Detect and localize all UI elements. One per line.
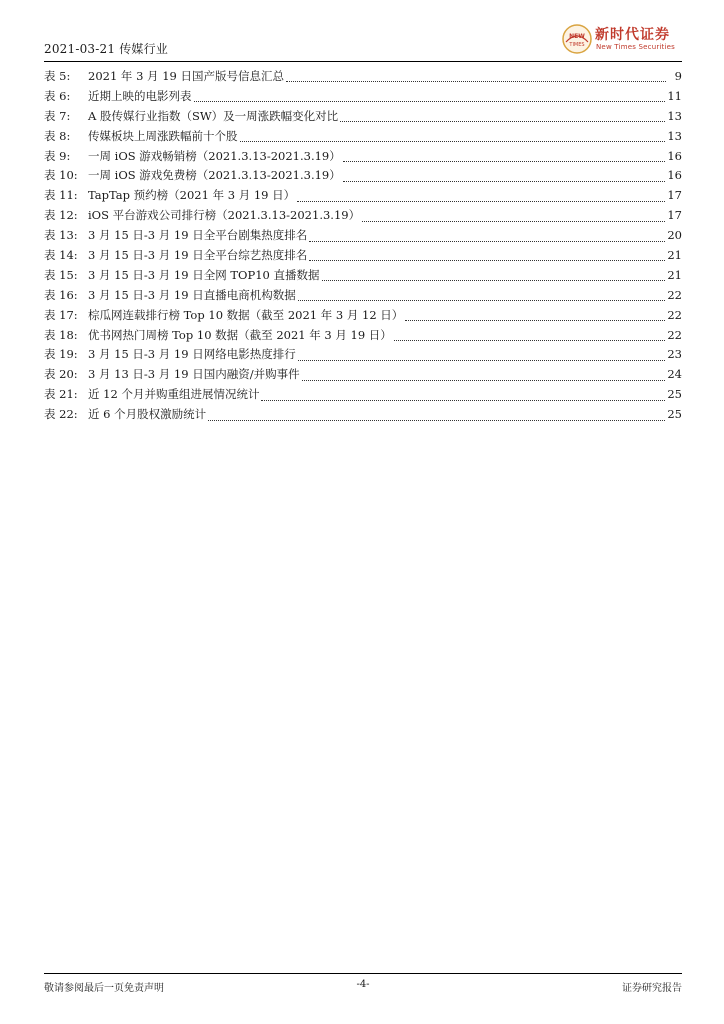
- toc-entry-number: 表 12:: [44, 208, 78, 223]
- toc-entry-page[interactable]: 21: [667, 267, 682, 282]
- toc-entry-number: 表 14:: [44, 248, 78, 263]
- toc-dot-leader: [309, 233, 665, 242]
- toc-entry-page[interactable]: 16: [667, 148, 682, 163]
- toc-entry-page[interactable]: 13: [667, 108, 682, 123]
- toc-entry[interactable]: [44, 108, 682, 128]
- toc-entry[interactable]: [44, 346, 682, 366]
- toc-entry[interactable]: [44, 68, 682, 88]
- toc-entry-title[interactable]: 近 12 个月并购重组进展情况统计: [88, 387, 260, 402]
- page-number: -4-: [356, 979, 370, 990]
- page-header: [44, 22, 682, 62]
- page-footer: [44, 973, 682, 1003]
- toc-dot-leader: [394, 332, 666, 341]
- toc-entry-number: 表 22:: [44, 407, 78, 422]
- toc-dot-leader: [240, 133, 666, 142]
- toc-entry[interactable]: [44, 167, 682, 187]
- toc-entry-page[interactable]: 20: [667, 228, 682, 243]
- toc-entry-number: 表 16:: [44, 287, 78, 302]
- toc-dot-leader: [362, 213, 665, 222]
- toc-entry[interactable]: [44, 247, 682, 267]
- toc-dot-leader: [343, 153, 666, 162]
- toc-entry-number: 表 6:: [44, 88, 71, 103]
- toc-dot-leader: [297, 193, 665, 202]
- toc-entry-page[interactable]: 13: [667, 128, 682, 143]
- toc-dot-leader: [286, 73, 666, 82]
- toc-entry[interactable]: [44, 327, 682, 347]
- toc-entry-page[interactable]: 21: [667, 248, 682, 263]
- toc-entry[interactable]: [44, 148, 682, 168]
- toc-entry-title[interactable]: 3 月 15 日-3 月 19 日全网 TOP10 直播数据: [88, 267, 320, 282]
- toc-entry-page[interactable]: 9: [674, 69, 682, 83]
- toc-entry[interactable]: [44, 88, 682, 108]
- footer-divider: [44, 973, 682, 974]
- company-logo: [562, 22, 682, 56]
- footer-disclaimer-note: 敬请参阅最后一页免责声明: [44, 983, 164, 994]
- logo-english-name: New Times Securities: [596, 43, 675, 51]
- toc-entry[interactable]: [44, 207, 682, 227]
- toc-entry-number: 表 17:: [44, 307, 78, 322]
- toc-entry-title[interactable]: 棕瓜网连载排行榜 Top 10 数据（截至 2021 年 3 月 12 日）: [88, 307, 404, 322]
- toc-entry-page[interactable]: 25: [667, 407, 682, 422]
- toc-entry-number: 表 13:: [44, 228, 78, 243]
- toc-entry-title[interactable]: 2021 年 3 月 19 日国产版号信息汇总: [88, 69, 284, 83]
- header-date-industry: 2021-03-21 传媒行业: [44, 42, 169, 56]
- toc-entry-title[interactable]: A 股传媒行业指数（SW）及一周涨跌幅变化对比: [88, 108, 339, 123]
- toc-entry-title[interactable]: 3 月 15 日-3 月 19 日全平台剧集热度排名: [88, 228, 308, 243]
- toc-entry-number: 表 11:: [44, 188, 78, 203]
- logo-chinese-name: 新时代证券: [595, 27, 670, 43]
- toc-entry-page[interactable]: 17: [667, 188, 682, 203]
- toc-entry-page[interactable]: 11: [667, 88, 682, 103]
- toc-entry-title[interactable]: 一周 iOS 游戏免费榜（2021.3.13-2021.3.19）: [88, 168, 341, 183]
- toc-entry-page[interactable]: 17: [667, 208, 682, 223]
- toc-entry-number: 表 9:: [44, 148, 71, 163]
- toc-entry[interactable]: [44, 267, 682, 287]
- toc-dot-leader: [194, 93, 666, 102]
- toc-dot-leader: [298, 352, 666, 361]
- toc-entry[interactable]: [44, 187, 682, 207]
- toc-entry-number: 表 7:: [44, 108, 71, 123]
- toc-entry-number: 表 19:: [44, 347, 78, 362]
- toc-entry[interactable]: [44, 307, 682, 327]
- toc-entry-title[interactable]: 3 月 15 日-3 月 19 日网络电影热度排行: [88, 347, 296, 362]
- toc-entry-page[interactable]: 22: [667, 307, 682, 322]
- toc-entry-title[interactable]: 近期上映的电影列表: [88, 88, 192, 103]
- toc-dot-leader: [261, 392, 665, 401]
- toc-entry-title[interactable]: 优书网热门周榜 Top 10 数据（截至 2021 年 3 月 19 日）: [88, 327, 392, 342]
- new-times-badge-icon: [562, 24, 592, 54]
- toc-entry[interactable]: [44, 386, 682, 406]
- table-of-tables: [44, 68, 682, 426]
- svg-text:NEW: NEW: [569, 33, 585, 40]
- header-divider: [44, 61, 682, 62]
- toc-entry-title[interactable]: 3 月 13 日-3 月 19 日国内融资/并购事件: [88, 367, 300, 382]
- toc-entry-page[interactable]: 24: [667, 367, 682, 382]
- toc-dot-leader: [322, 272, 666, 281]
- toc-entry-number: 表 21:: [44, 387, 78, 402]
- footer-report-type: 证券研究报告: [622, 983, 682, 994]
- toc-entry[interactable]: [44, 287, 682, 307]
- toc-entry-number: 表 10:: [44, 168, 78, 183]
- toc-entry-number: 表 8:: [44, 128, 71, 143]
- toc-entry-title[interactable]: TapTap 预约榜（2021 年 3 月 19 日）: [88, 188, 296, 203]
- toc-entry-page[interactable]: 16: [667, 168, 682, 183]
- toc-entry-page[interactable]: 22: [667, 327, 682, 342]
- toc-entry-number: 表 5:: [44, 69, 71, 83]
- toc-dot-leader: [309, 252, 665, 261]
- toc-entry-page[interactable]: 25: [667, 387, 682, 402]
- toc-entry[interactable]: [44, 366, 682, 386]
- toc-entry-title[interactable]: 近 6 个月股权激励统计: [88, 407, 207, 422]
- toc-entry-number: 表 18:: [44, 327, 78, 342]
- svg-text:TIMES: TIMES: [569, 42, 585, 48]
- toc-entry[interactable]: [44, 406, 682, 426]
- toc-entry-number: 表 20:: [44, 367, 78, 382]
- toc-entry[interactable]: [44, 128, 682, 148]
- toc-dot-leader: [298, 292, 666, 301]
- toc-dot-leader: [405, 312, 665, 321]
- toc-entry-title[interactable]: 一周 iOS 游戏畅销榜（2021.3.13-2021.3.19）: [88, 148, 341, 163]
- toc-entry-title[interactable]: 3 月 15 日-3 月 19 日直播电商机构数据: [88, 287, 296, 302]
- toc-dot-leader: [302, 372, 666, 381]
- toc-dot-leader: [340, 113, 665, 122]
- toc-entry-title[interactable]: 3 月 15 日-3 月 19 日全平台综艺热度排名: [88, 248, 308, 263]
- toc-entry[interactable]: [44, 227, 682, 247]
- toc-entry-number: 表 15:: [44, 267, 78, 282]
- toc-entry-page[interactable]: 23: [667, 347, 682, 362]
- toc-entry-title[interactable]: iOS 平台游戏公司排行榜（2021.3.13-2021.3.19）: [88, 208, 361, 223]
- toc-dot-leader: [208, 412, 665, 421]
- toc-entry-page[interactable]: 22: [667, 287, 682, 302]
- toc-dot-leader: [343, 173, 666, 182]
- toc-entry-title[interactable]: 传媒板块上周涨跌幅前十个股: [88, 128, 238, 143]
